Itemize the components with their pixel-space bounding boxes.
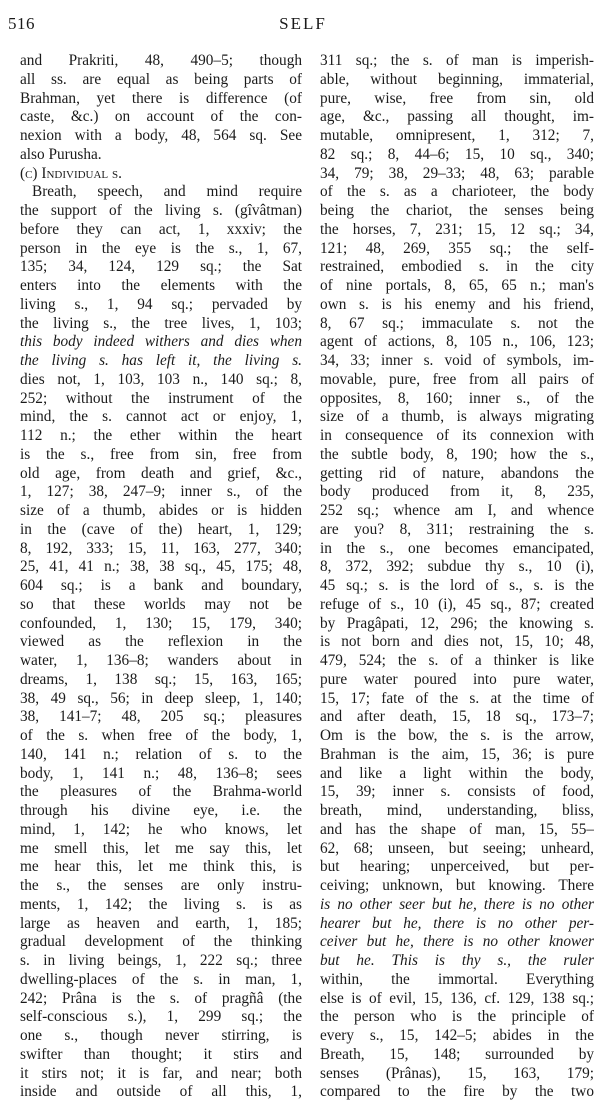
index-line: is the s., free from sin, free from	[20, 445, 302, 463]
index-line: large as heaven and earth, 1, 185;	[20, 914, 302, 932]
index-line: 45 sq.; s. is the lord of s., s. is the	[320, 577, 594, 594]
index-line: viewed as the reflexion in the	[20, 633, 302, 651]
index-line: 15, 17; fate of the s. at the time of	[320, 689, 594, 707]
index-line: by Pragâpati, 12, 296; the knowing s.	[320, 614, 594, 632]
index-line: body, 1, 141 n.; 48, 136–8; sees	[20, 764, 302, 782]
index-line: so that these worlds may not be	[20, 595, 302, 613]
index-line: dreams, 1, 138 sq.; 15, 163, 165;	[20, 670, 302, 688]
index-line: of nine portals, 8, 65, 65 n.; man's	[320, 277, 594, 294]
index-line: nexion with a body, 48, 564 sq. See	[20, 127, 302, 144]
index-line: confounded, 1, 130; 15, 179, 340;	[20, 614, 302, 632]
index-line: hearer but he, there is no other per-	[320, 914, 594, 932]
index-line: but hearing; unperceived, but per-	[320, 858, 594, 876]
index-line: ments, 1, 142; the living s. is as	[20, 895, 302, 913]
index-line: 135; 34, 124, 129 sq.; the Sat	[20, 258, 302, 276]
index-line: me smell this, let me say this, let	[20, 839, 302, 857]
index-line: agent of actions, 8, 105 n., 106, 123;	[320, 333, 594, 351]
index-line: all ss. are equal as being parts of	[20, 70, 302, 88]
index-line: the living s., the tree lives, 1, 103;	[20, 314, 302, 332]
index-line: senses (Prânas), 15, 163, 179;	[320, 1064, 594, 1082]
index-line: mind, 1, 142; he who knows, let	[20, 820, 302, 838]
index-line: (c) Individual s.	[20, 164, 122, 182]
index-line: own s. is his enemy and his friend,	[320, 295, 594, 313]
index-line: in the (cave of the) heart, 1, 129;	[20, 520, 302, 538]
index-line: pure, wise, free from sin, old	[320, 89, 594, 107]
index-line: but he. This is thy s., the ruler	[320, 952, 594, 969]
left-column	[20, 52, 302, 1102]
index-line: old age, from death and grief, &c.,	[20, 464, 302, 482]
index-line: movable, pure, free from all pairs of	[320, 370, 594, 388]
index-line: getting rid of nature, abandons the	[320, 464, 594, 482]
index-line: compared to the fire by the two	[320, 1083, 594, 1101]
running-head: SELF	[279, 14, 327, 33]
index-line: s. in living beings, 1, 222 sq.; three	[20, 952, 302, 969]
index-line: restrained, embodied s. in the city	[320, 258, 594, 276]
index-line: body produced from it, 8, 235,	[320, 483, 594, 501]
index-line: person in the eye is the s., 1, 67,	[20, 239, 302, 257]
index-line: in the s., one becomes emancipated,	[320, 539, 594, 557]
index-line: dies not, 1, 103, 103 n., 140 sq.; 8,	[20, 370, 302, 388]
index-line: within, the immortal. Everything	[320, 970, 594, 988]
right-column	[320, 52, 594, 1102]
index-line: 252; without the instrument of the	[20, 389, 302, 407]
index-line: 252 sq.; whence am I, and whence	[320, 502, 594, 519]
index-line: self-conscious s.), 1, 299 sq.; the	[20, 1008, 302, 1026]
index-line: Om is the bow, the s. is the arrow,	[320, 727, 594, 744]
index-line: breath, mind, understanding, bliss,	[320, 802, 594, 819]
index-line: is not born and dies not, 15, 10; 48,	[320, 633, 594, 651]
index-line: before they can act, 1, xxxiv; the	[20, 220, 302, 238]
index-line: 8, 67 sq.; immaculate s. not the	[320, 314, 594, 332]
index-line: ceiving; unknown, but knowing. There	[320, 877, 594, 894]
index-line: it stirs not; it is far, and near; both	[20, 1064, 302, 1082]
index-line: through his divine eye, i.e. the	[20, 802, 302, 819]
index-line: mutable, omnipresent, 1, 312; 7,	[320, 127, 594, 144]
index-line: and after death, 15, 18 sq., 173–7;	[320, 708, 594, 726]
index-line: 242; Prâna is the s. of pragñâ (the	[20, 989, 302, 1007]
index-line: else is of evil, 15, 136, cf. 129, 138 sq.;	[320, 989, 594, 1007]
index-line: able, without beginning, immaterial,	[320, 70, 594, 88]
index-line: 479, 524; the s. of a thinker is like	[320, 652, 594, 669]
index-line: pure water poured into pure water,	[320, 670, 594, 688]
index-line: inside and outside of all this, 1,	[20, 1083, 302, 1101]
index-line: and Prakriti, 48, 490–5; though	[20, 52, 302, 69]
index-line: Brahman, yet there is difference (of	[20, 89, 302, 107]
index-line: Breath, speech, and mind require	[32, 183, 302, 201]
index-line: the support of the living s. (gîvâtman)	[20, 202, 302, 219]
index-line: age, &c., passing all thought, im-	[320, 108, 594, 126]
index-line: water, 1, 136–8; wanders about in	[20, 652, 302, 669]
index-line: 38, 49 sq., 56; in deep sleep, 1, 140;	[20, 689, 302, 707]
index-line: swifter than thought; it stirs and	[20, 1045, 302, 1063]
index-line: enters into the elements with the	[20, 277, 302, 294]
index-line: 8, 192, 333; 15, 11, 163, 277, 340;	[20, 539, 302, 557]
index-line: 34, 79; 38, 29–33; 48, 63; parable	[320, 164, 594, 182]
index-line: and has the shape of man, 15, 55–	[320, 820, 594, 838]
index-line: 112 n.; the ether within the heart	[20, 427, 302, 444]
index-line: of the s. as a charioteer, the body	[320, 183, 594, 201]
index-line: opposites, 8, 160; inner s., of the	[320, 389, 594, 407]
index-line: the living s. has left it, the living s.	[20, 352, 302, 369]
index-line: Brahman is the aim, 15, 36; is pure	[320, 745, 594, 763]
index-line: the s., the senses are only instru-	[20, 877, 302, 894]
index-line: and like a light within the body,	[320, 764, 594, 782]
index-line: gradual development of the thinking	[20, 933, 302, 951]
index-line: 25, 41, 41 n.; 38, 38 sq., 45, 175; 48,	[20, 558, 302, 576]
index-line: living s., 1, 94 sq.; pervaded by	[20, 295, 302, 313]
index-line: 38, 141–7; 48, 205 sq.; pleasures	[20, 708, 302, 726]
index-line: 62, 68; unseen, but seeing; unheard,	[320, 839, 594, 857]
page-header	[0, 14, 606, 38]
index-line: of the s. when free of the body, 1,	[20, 727, 302, 744]
index-line: 1, 127; 38, 247–9; inner s., of the	[20, 483, 302, 501]
index-line: dwelling-places of the s. in man, 1,	[20, 970, 302, 988]
index-line: me hear this, let me think this, is	[20, 858, 302, 876]
index-line: also Purusha.	[20, 145, 102, 163]
index-line: Breath, 15, 148; surrounded by	[320, 1045, 594, 1063]
index-line: the horses, 7, 231; 15, 12 sq.; 34,	[320, 220, 594, 238]
index-line: being the chariot, the senses being	[320, 202, 594, 219]
index-line: in consequence of its connexion with	[320, 427, 594, 444]
index-line: the subtle body, 8, 190; how the s.,	[320, 445, 594, 463]
index-line: 8, 372, 392; subdue thy s., 10 (i),	[320, 558, 594, 576]
index-line: size of a thumb, is always migrating	[320, 408, 594, 426]
index-line: every s., 15, 142–5; abides in the	[320, 1027, 594, 1044]
index-line: the pleasures of the Brahma-world	[20, 783, 302, 801]
index-line: 34, 33; inner s. void of symbols, im-	[320, 352, 594, 369]
index-line: size of a thumb, abides or is hidden	[20, 502, 302, 519]
index-line: one s., though never stirring, is	[20, 1027, 302, 1044]
index-line: the person who is the principle of	[320, 1008, 594, 1026]
page-number: 516	[8, 14, 35, 33]
index-line: caste, &c.) on account of the con-	[20, 108, 302, 126]
index-line: 15, 39; inner s. consists of food,	[320, 783, 594, 801]
index-line: ceiver but he, there is no other knower	[320, 933, 594, 951]
index-line: refuge of s., 10 (i), 45 sq., 87; created	[320, 595, 594, 613]
index-line: is no other seer but he, there is no other	[320, 895, 594, 913]
index-line: 82 sq.; 8, 44–6; 15, 10 sq., 340;	[320, 145, 594, 163]
index-line: 604 sq.; is a bank and boundary,	[20, 577, 302, 594]
index-line: mind, the s. cannot act or enjoy, 1,	[20, 408, 302, 426]
index-line: this body indeed withers and dies when	[20, 333, 302, 351]
index-line: are you? 8, 311; restraining the s.	[320, 520, 594, 538]
index-line: 140, 141 n.; relation of s. to the	[20, 745, 302, 763]
index-line: 311 sq.; the s. of man is imperish-	[320, 52, 594, 69]
index-line: 121; 48, 269, 355 sq.; the self-	[320, 239, 594, 257]
